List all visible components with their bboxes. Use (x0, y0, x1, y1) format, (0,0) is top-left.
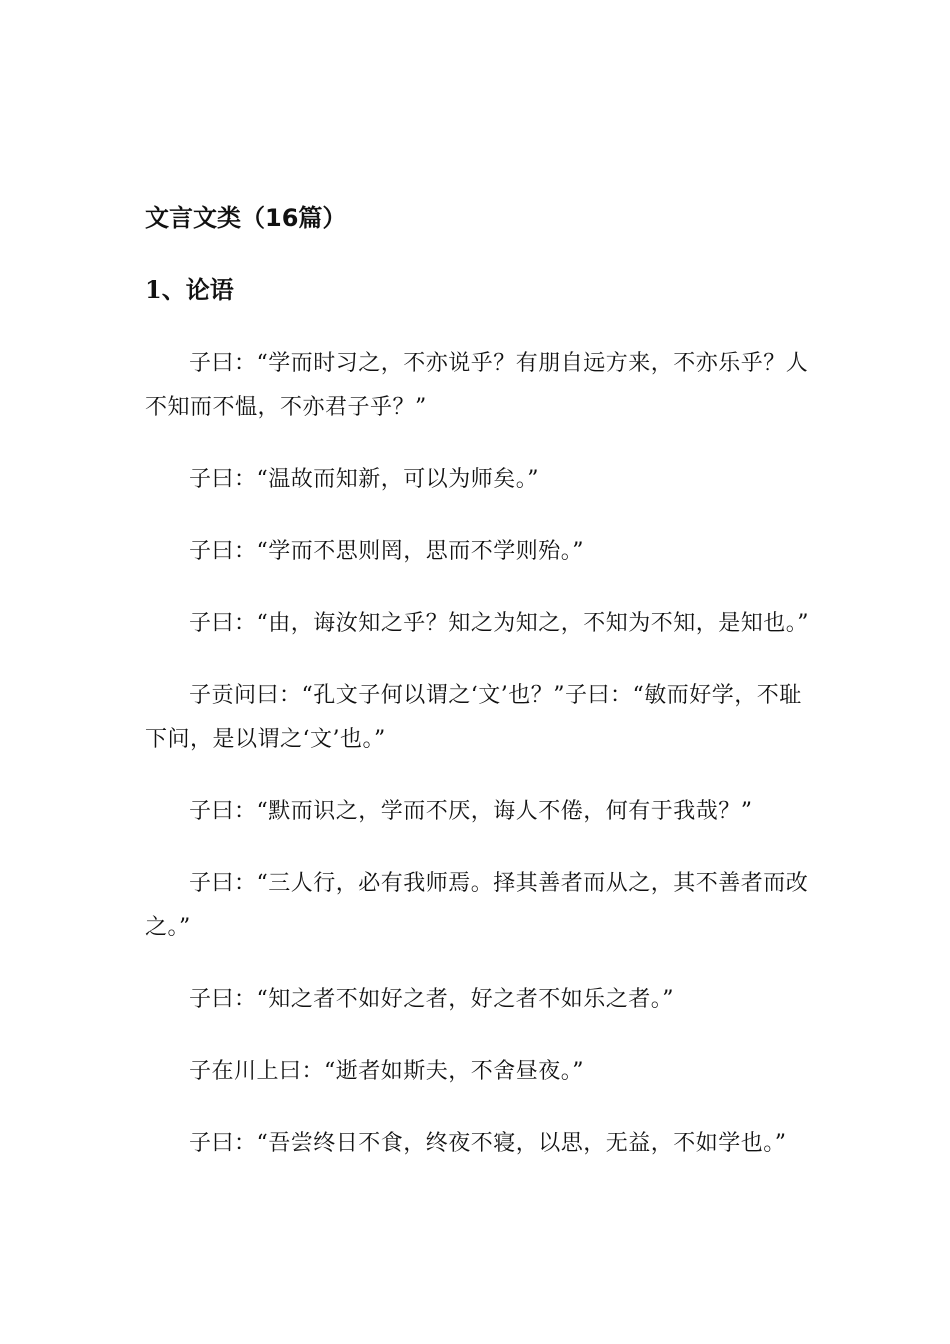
subsection-title (145, 272, 234, 308)
passage-paragraph: 子曰：“温故而知新，可以为师矣。” (189, 467, 539, 492)
subsection-separator: 、 (161, 275, 186, 304)
passage-paragraph: 子曰：“知之者不如好之者，好之者不如乐之者。” (189, 987, 674, 1012)
passage-paragraph: 子曰：“吾尝终日不食，终夜不寝，以思，无益，不如学也。” (189, 1131, 787, 1156)
subsection-name: 论语 (185, 275, 234, 304)
passage-paragraph: 子曰：“学而时习之，不亦说乎？有朋自远方来，不亦乐乎？人不知而不愠，不亦君子乎？” (145, 351, 809, 420)
passage-paragraph: 子在川上曰：“逝者如斯夫，不舍昼夜。” (189, 1059, 584, 1084)
section-title: 文言文类（16篇） (145, 204, 347, 232)
passage-paragraph: 子曰：“由，诲汝知之乎？知之为知之，不知为不知，是知也。” (189, 611, 809, 636)
passage-paragraph: 子曰：“默而识之，学而不厌，诲人不倦，何有于我哉？” (189, 799, 753, 824)
passage-paragraph: 子曰：“三人行，必有我师焉。择其善者而从之，其不善者而改之。” (145, 871, 809, 940)
subsection-number: 1 (145, 275, 162, 304)
passage-body (145, 342, 810, 1194)
passage-paragraph: 子曰：“学而不思则罔，思而不学则殆。” (189, 539, 584, 564)
passage-paragraph: 子贡问曰：“孔文子何以谓之‘文’也？”子曰：“敏而好学，不耻下问，是以谓之‘文’也。” (145, 683, 802, 752)
